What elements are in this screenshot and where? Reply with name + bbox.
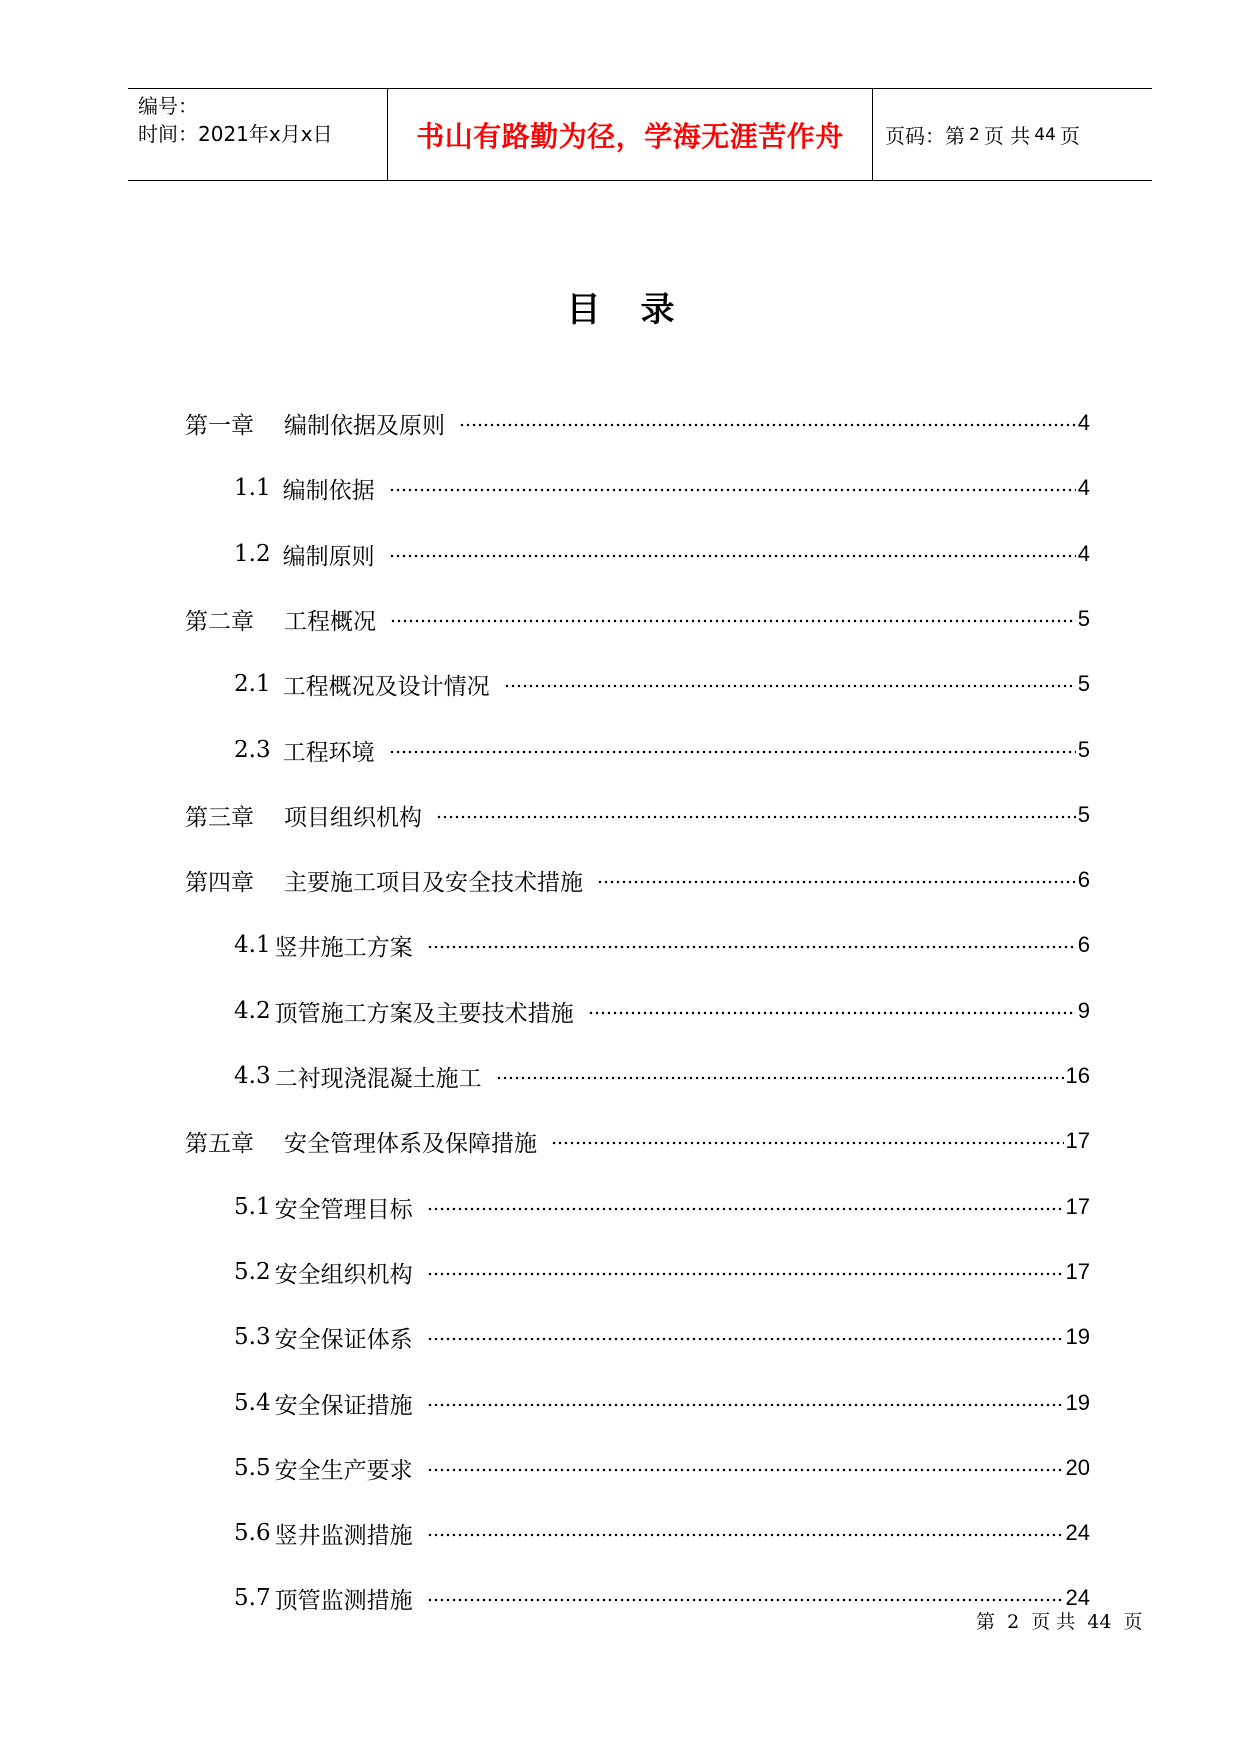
header-page-prefix: 页码：第 [885,124,965,148]
toc-chapter-entry[interactable] [185,860,1090,900]
doc-number-line [138,92,387,120]
toc-entry-label: 项目组织机构 [284,804,422,831]
toc-entry-label: 二衬现浇混凝土施工 [274,1065,482,1092]
toc-entry-label: 工程环境 [282,739,375,766]
toc-section-entry[interactable] [234,1383,1090,1423]
toc-section-entry[interactable] [234,1317,1090,1357]
toc-dot-leader [389,749,1076,755]
toc-dot-leader [496,1075,1064,1081]
toc-dot-leader [588,1010,1076,1016]
footer-page-total: 44 [1087,1611,1112,1633]
toc-entry-page: 24 [1065,1520,1090,1545]
toc-entry-page: 6 [1077,932,1090,957]
toc-entry-label: 顶管施工方案及主要技术措施 [274,1000,574,1027]
toc-entry-number: 1.1 [234,475,271,501]
toc-entry-page: 5 [1077,606,1090,631]
toc-section-entry[interactable] [234,730,1090,770]
toc-dot-leader [427,1532,1064,1538]
toc-entry-label: 编制依据及原则 [284,412,445,439]
toc-chapter-entry[interactable] [185,1121,1090,1161]
toc-entry-label: 安全保证措施 [274,1392,413,1419]
toc-entry-page: 16 [1065,1063,1090,1088]
toc-entry-label: 顶管监测措施 [274,1587,413,1614]
toc-entry-label: 安全组织机构 [274,1261,413,1288]
header-meta-cell [128,89,388,180]
toc-entry-page: 20 [1065,1455,1090,1480]
toc-dot-leader [597,879,1076,885]
toc-dot-leader [427,1206,1064,1212]
toc-title: 目录 [566,290,715,330]
toc-section-entry[interactable] [234,991,1090,1031]
toc-entry-page: 4 [1077,541,1090,566]
toc-entry-label: 安全保证体系 [274,1326,413,1353]
doc-time-label: 时间： [138,122,198,146]
toc-section-entry[interactable] [234,1513,1090,1553]
toc-entry-label: 安全管理目标 [274,1196,413,1223]
page-header [128,88,1152,181]
page-footer [976,1607,1149,1634]
toc-entry-number: 第一章 [185,412,254,439]
toc-dot-leader [427,1597,1064,1603]
toc-dot-leader [427,944,1076,950]
footer-suffix: 页 [1123,1611,1143,1633]
toc-chapter-entry[interactable] [185,599,1090,639]
toc-section-entry[interactable] [234,534,1090,574]
toc-section-entry[interactable] [234,664,1090,704]
toc-entry-number: 5.4 [234,1390,271,1416]
toc-dot-leader [390,618,1076,624]
toc-section-entry[interactable] [234,468,1090,508]
toc-entry-label: 主要施工项目及安全技术措施 [284,869,583,896]
toc-dot-leader [459,422,1076,428]
toc-entry-page: 17 [1065,1194,1090,1219]
toc-entry-number: 5.6 [234,1520,271,1546]
header-page-current: 2 [969,124,980,145]
toc-section-entry[interactable] [234,925,1090,965]
footer-page-current: 2 [1007,1611,1020,1633]
header-page-mid: 页 共 [983,124,1031,148]
doc-time-line [138,120,387,148]
toc-entry-label: 工程概况及设计情况 [282,673,490,700]
toc-entry-number: 4.2 [234,998,271,1024]
toc-entry-page: 5 [1077,802,1090,827]
toc-entry-number: 5.5 [234,1455,271,1481]
toc-entry-page: 17 [1065,1128,1090,1153]
toc-entry-label: 编制依据 [282,477,375,504]
toc-entry-page: 24 [1065,1585,1090,1610]
toc-entry-page: 5 [1077,737,1090,762]
toc-entry-number: 5.3 [234,1324,271,1350]
toc-entry-number: 4.3 [234,1063,271,1089]
toc-entry-page: 17 [1065,1259,1090,1284]
toc-entry-page: 19 [1065,1324,1090,1349]
toc-entry-number: 5.7 [234,1585,271,1611]
toc-entry-number: 2.3 [234,737,271,763]
toc-dot-leader [427,1271,1064,1277]
toc-entry-page: 4 [1077,410,1090,435]
header-motto: 书山有路勤为径，学海无涯苦作舟 [388,89,873,180]
toc-entry-number: 第四章 [185,869,254,896]
doc-number-label: 编号： [138,94,198,118]
toc-dot-leader [551,1140,1064,1146]
toc-entry-page: 4 [1077,475,1090,500]
toc-entry-label: 竖井监测措施 [274,1522,413,1549]
doc-time-value: 2021年x月x日 [198,122,333,146]
toc-entry-label: 竖井施工方案 [274,934,413,961]
toc-entry-page: 6 [1077,867,1090,892]
toc-entry-label: 安全管理体系及保障措施 [284,1130,537,1157]
toc-entry-number: 5.2 [234,1259,271,1285]
toc-entry-number: 第二章 [185,608,254,635]
toc-section-entry[interactable] [234,1252,1090,1292]
toc-dot-leader [436,814,1076,820]
toc-entry-number: 1.2 [234,541,271,567]
toc-entry-number: 4.1 [234,932,271,958]
toc-dot-leader [504,683,1076,689]
header-page-total: 44 [1034,124,1056,145]
toc-entry-number: 第五章 [185,1130,254,1157]
footer-page-mid: 页 共 [1031,1611,1076,1633]
toc-chapter-entry[interactable] [185,403,1090,443]
toc-chapter-entry[interactable] [185,795,1090,835]
toc-entry-number: 第三章 [185,804,254,831]
toc-entry-label: 安全生产要求 [274,1457,413,1484]
toc-section-entry[interactable] [234,1448,1090,1488]
toc-dot-leader [427,1336,1064,1342]
toc-entry-number: 5.1 [234,1194,271,1220]
header-page-indicator [873,89,1152,180]
toc-dot-leader [389,553,1076,559]
toc-dot-leader [427,1402,1064,1408]
toc-entry-label: 工程概况 [284,608,376,635]
toc-entry-page: 5 [1077,671,1090,696]
toc-entry-label: 编制原则 [282,543,375,570]
header-page-suffix: 页 [1059,124,1080,148]
toc-section-entry[interactable] [234,1056,1090,1096]
toc-entry-page: 19 [1065,1390,1090,1415]
toc-section-entry[interactable] [234,1187,1090,1227]
toc-entry-page: 9 [1077,998,1090,1023]
toc-entry-number: 2.1 [234,671,271,697]
footer-prefix: 第 [976,1611,996,1633]
toc-dot-leader [389,487,1076,493]
toc-section-entry[interactable] [234,1578,1090,1618]
toc-dot-leader [427,1467,1064,1473]
